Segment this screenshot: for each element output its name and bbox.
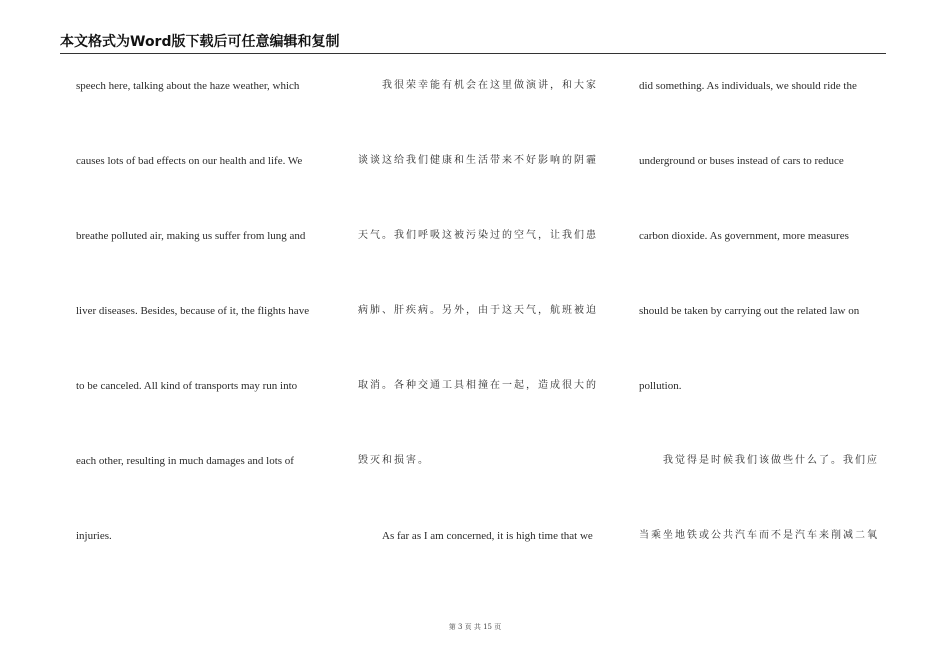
- text-line: As far as I am concerned, it is high time that we: [382, 530, 593, 542]
- text-line: carbon dioxide. As government, more measures: [639, 230, 849, 242]
- text-line: should be taken by carrying out the related law on: [639, 305, 860, 317]
- text-line: 我很荣幸能有机会在这里做演讲，和大家: [382, 80, 598, 91]
- text-line: liver diseases. Besides, because of it, the flights have: [76, 305, 310, 317]
- text-line: speech here, talking about the haze weather, which: [76, 80, 300, 92]
- text-line: pollution.: [639, 380, 682, 392]
- page-header: [60, 33, 886, 54]
- text-line: 我觉得是时候我们该做些什么了。我们应: [663, 455, 879, 466]
- text-line: 天气。我们呼吸这被污染过的空气，让我们患: [358, 230, 598, 241]
- text-line: 谈谈这给我们健康和生活带来不好影响的阴霾: [358, 155, 598, 166]
- text-line: to be canceled. All kind of transports may run into: [76, 380, 298, 392]
- text-line: breathe polluted air, making us suffer from lung and: [76, 230, 306, 242]
- text-line: did something. As individuals, we should ride the: [639, 80, 857, 92]
- text-line: injuries.: [76, 530, 112, 542]
- text-line: underground or buses instead of cars to reduce: [639, 155, 844, 167]
- text-line: 病肺、肝疾病。另外，由于这天气，航班被迫: [358, 305, 598, 316]
- text-line: 毁灭和损害。: [358, 455, 430, 466]
- header-title: 本文格式为Word版下载后可任意编辑和复制: [60, 34, 340, 50]
- page-footer: 第 3 页 共 15 页: [448, 623, 502, 631]
- text-line: causes lots of bad effects on our health and life. We: [76, 155, 303, 167]
- text-line: 当乘坐地铁或公共汽车而不是汽车来削减二氧: [639, 530, 879, 541]
- text-line: 取消。各种交通工具相撞在一起，造成很大的: [358, 380, 598, 391]
- text-line: each other, resulting in much damages and lots of: [76, 455, 294, 467]
